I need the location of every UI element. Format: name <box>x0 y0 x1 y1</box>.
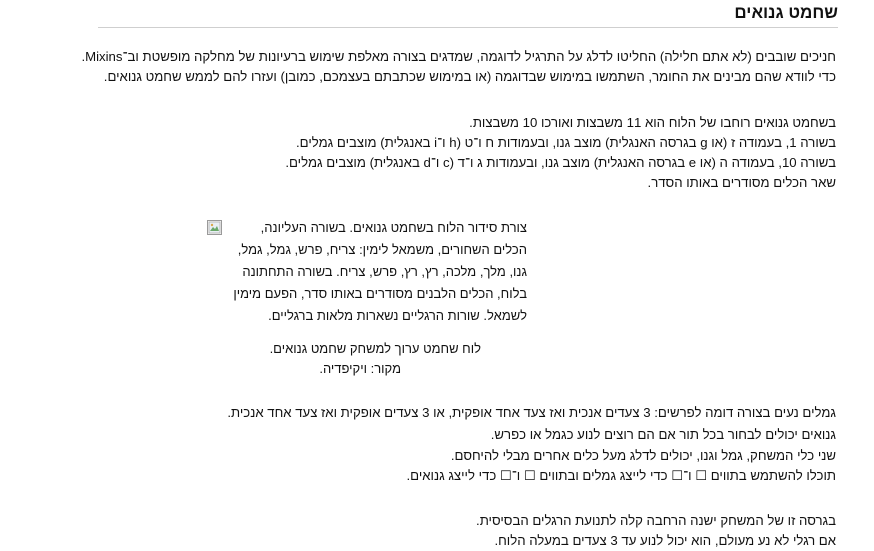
board-line-3: בשורה 10, בעמודה ה (או e בגרסה האנגלית) מוצב גנו, ובעמודות ג ו־ד (c ו־d באנגלית) מוצבים גמלים. <box>285 155 836 170</box>
board-line-2: בשורה 1, בעמודה ז (או g בגרסה האנגלית) מוצב גנו, ובעמודות ח ו־ט (h ו־i באנגלית) מוצבים גמלים. <box>295 135 836 150</box>
title-divider <box>98 27 838 28</box>
broken-image-icon <box>207 220 222 235</box>
board-line-1: בשחמט גנואים רוחבו של הלוח הוא 11 משבצות ואורכו 10 משבצות. <box>469 115 836 130</box>
figure-alt-line-2: הכלים השחורים, משמאל לימין: צריח, פרש, גמל, גמל, <box>237 242 527 257</box>
figure-alt-line-4: בלוח, הכלים הלבנים מסודרים באותו סדר, הפעם מימין <box>233 286 527 301</box>
page-title: שחמט גנואים <box>734 3 838 22</box>
rules-line-2: גנואים יכולים לבחור בכל תור אם הם רוצים לנוע כגמל או כפרש. <box>490 427 836 442</box>
rules-line-1: גמלים נעים בצורה דומה לפרשים: 3 צעדים אנכית ואז צעד אחד אופקית, או 3 צעדים אופקית ואז צעד אחד אנכית. <box>227 405 836 420</box>
figure-alt-line-3: גנו, מלך, מלכה, רץ, רץ, פרש, צריח. בשורה התחתונה <box>242 264 527 279</box>
figure-alt-line-5: לשמאל. שורות הרגליים נשארות מלאות ברגליים. <box>268 308 527 323</box>
board-figure <box>205 217 527 377</box>
figure-source: מקור: ויקיפדיה. <box>319 361 401 376</box>
figure-alt-line-1: צורת סידור הלוח בשחמט גנואים. בשורה העליונה, <box>260 220 527 235</box>
version-note-line-1: בגרסה זו של המשחק ישנה הרחבה קלה לתנועת הרגלים הבסיסית. <box>476 513 836 528</box>
figure-caption: לוח שחמט ערוך למשחק שחמט גנואים. <box>269 341 481 356</box>
rules-line-4: תוכלו להשתמש בתווים ☐ ו־☐ כדי לייצג גמלים ובתווים ☐ ו־☐ כדי לייצג גנואים. <box>406 468 836 483</box>
rules-line-3: שני כלי המשחק, גמל וגנו, יכולים לדלג מעל כלים אחרים מבלי להיחסם. <box>450 448 836 463</box>
intro-line-2: כדי לוודא שהם מבינים את החומר, השתמשו במימוש שבדוגמה (או במימוש שכתבתם בעצמכם, כמובן) ועזרו להם לממש שחמט גנואים. <box>103 69 836 84</box>
version-note-line-2: אם רגלי לא נע מעולם, הוא יכול לנוע עד 3 צעדים במעלה הלוח. <box>494 533 836 548</box>
intro-line-1: חניכים שובבים (לא אתם חלילה) החליטו לדלג על התרגיל לדוגמה, שמדגים בצורה מאלפת שימוש ברעיונות של מחלקה מופשטת וב־Mixins. <box>81 49 836 64</box>
board-line-4: שאר הכלים מסודרים באותו הסדר. <box>647 175 836 190</box>
